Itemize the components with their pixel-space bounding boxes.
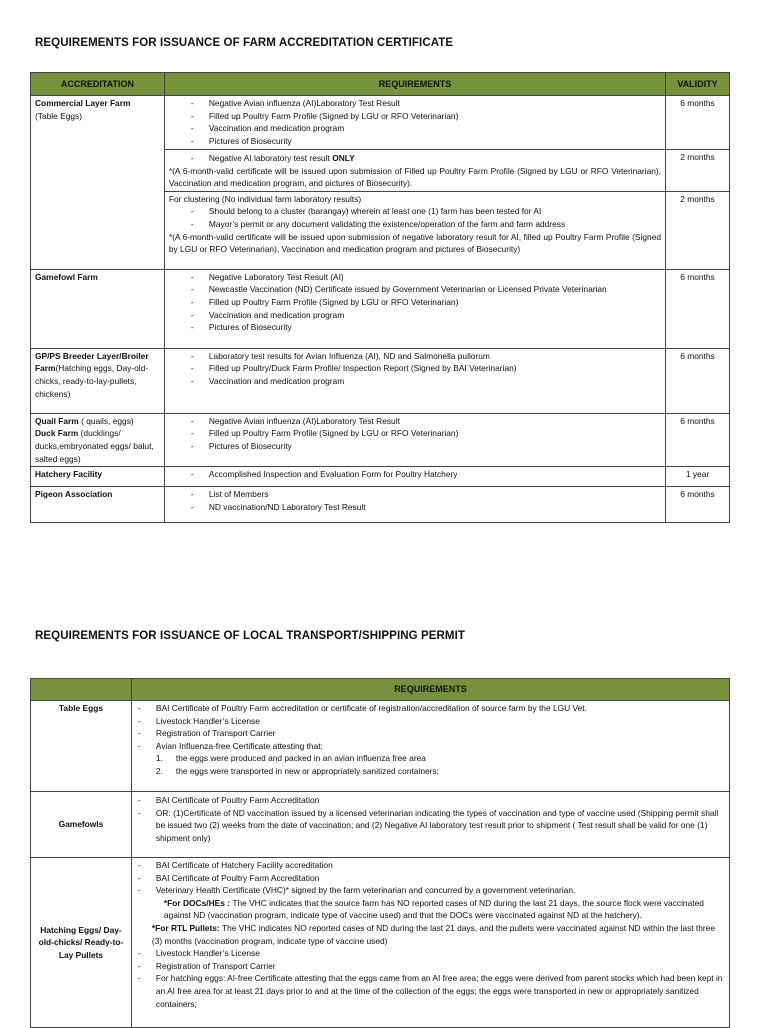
- list-item: - Newcastle Vaccination (ND) Certificate issued by Government Veterinarian or Licensed Private Veterinarian: [169, 283, 661, 296]
- list-item: - Negative Laboratory Test Result (AI): [169, 271, 661, 284]
- list-item: - Negative Avian influenza (AI)Laboratory Test Result: [169, 415, 661, 428]
- requirements-cell: [131, 792, 729, 858]
- commodity-cell: Hatching Eggs/ Day-old-chicks/ Ready-to-Lay Pullets: [31, 858, 132, 1028]
- list-item: - Registration of Transport Carrier: [136, 727, 725, 740]
- validity-cell: 6 months: [666, 96, 730, 150]
- requirements-cell: [131, 701, 729, 792]
- item-text: Negative AI laboratory test result: [208, 153, 333, 163]
- table-row: [31, 858, 730, 1028]
- requirements-list: [169, 488, 661, 513]
- requirements-cell: [164, 191, 665, 269]
- list-item: - Laboratory test results for Avian Influenza (AI), ND and Salmonella pullorum: [169, 350, 661, 363]
- doc-note: [136, 897, 725, 922]
- requirements-list: [169, 350, 661, 388]
- header-blank: [31, 679, 132, 701]
- intro-text: For clustering (No individual farm laboratory results): [168, 193, 362, 204]
- farm-type-cell: [31, 348, 165, 413]
- list-item: - Pictures of Biosecurity: [169, 135, 661, 148]
- table-row: [31, 487, 730, 523]
- list-item: - BAI Certificate of Poultry Farm Accreditation: [136, 794, 725, 807]
- farm-type-name: Duck Farm: [35, 428, 79, 439]
- requirements-cell: [164, 413, 665, 466]
- list-item: - BAI Certificate of Hatchery Facility accreditation: [136, 859, 725, 872]
- farm-type-desc: (ducklings/ ducks,embryonated eggs/ balut, salted eggs): [35, 428, 154, 464]
- requirements-list: [136, 947, 725, 1010]
- requirements-cell: [164, 348, 665, 413]
- doc-label: *For DOCs/HEs :: [163, 897, 233, 908]
- section2-heading: REQUIREMENTS FOR ISSUANCE OF LOCAL TRANSPORT/SHIPPING PERMIT: [35, 630, 466, 642]
- table-row: [31, 701, 730, 792]
- farm-type-cell: [31, 96, 165, 270]
- section1-heading: REQUIREMENTS FOR ISSUANCE OF FARM ACCREDITATION CERTIFICATE: [35, 37, 454, 49]
- accreditation-table: [30, 72, 730, 523]
- farm-type-name: Quail Farm: [35, 415, 79, 426]
- shipping-permit-table: [30, 678, 730, 1028]
- list-item: - Livestock Handler’s License: [136, 715, 725, 728]
- farm-type-desc: (Table Eggs): [35, 110, 83, 121]
- list-item: 1. the eggs were produced and packed in an avian influenza free area: [155, 753, 426, 764]
- list-item: - Filled up Poultry Farm Profile (Signed by LGU or RFO Veterinarian): [169, 427, 661, 440]
- list-item: [169, 152, 661, 165]
- list-item: - Pictures of Biosecurity: [169, 321, 661, 334]
- rtl-label: *For RTL Pullets:: [151, 922, 223, 933]
- list-item: 2. the eggs were transported in new or appropriately sanitized containers;: [155, 765, 439, 776]
- list-item: - Veterinary Health Certificate (VHC)* signed by the farm veterinarian and concurred by a government veterinarian.: [136, 884, 725, 897]
- requirements-list: [169, 468, 661, 481]
- header-requirements: REQUIREMENTS: [164, 73, 665, 96]
- farm-type-desc: (Hatching eggs, Day-old-chicks, ready-to-lay-pullets, chickens): [35, 363, 149, 399]
- validity-cell: 6 months: [666, 269, 730, 348]
- table-row: [31, 348, 730, 413]
- sub-list: [136, 752, 725, 777]
- list-item: - List of Members: [169, 488, 661, 501]
- requirements-cell: [164, 96, 665, 150]
- sub-item-text: the eggs were produced and packed in an avian influenza free area: [175, 753, 426, 764]
- farm-type-cell: Gamefowl Farm: [31, 269, 165, 348]
- validity-cell: 2 months: [666, 150, 730, 192]
- header-validity: VALIDITY: [666, 73, 730, 96]
- requirements-list: [169, 271, 661, 334]
- farm-type-cell: [31, 413, 165, 466]
- list-item: - Vaccination and medication program: [169, 122, 661, 135]
- requirements-list: [136, 859, 725, 897]
- note-text: *(A 6-month-valid certificate will be issued upon submission of negative laboratory result for AI, filled up Poultry Farm Profile (Signed by LGU or RFO Veterinarian), Vaccination and medication program and pictures of Biosecurity): [168, 231, 662, 255]
- list-item: - Pictures of Biosecurity: [169, 440, 661, 453]
- list-item: - Filled up Poultry Farm Profile (Signed by LGU or RFO Veterinarian): [169, 296, 661, 309]
- validity-cell: 6 months: [666, 348, 730, 413]
- list-item: - For hatching eggs: AI-free Certificate attesting that the eggs came from an AI free area; the eggs were derived from parent stocks which had been kept in an AI free area for at least 21 days prior to and at the time of the collection of the eggs; the eggs were transported in new or appropriately sanitized containers;: [136, 972, 725, 1010]
- farm-type-cell: Hatchery Facility: [31, 467, 165, 487]
- validity-cell: 2 months: [666, 191, 730, 269]
- commodity-cell: Gamefowls: [31, 792, 132, 858]
- requirements-cell: [164, 467, 665, 487]
- farm-type-name: GP/PS Breeder Layer/Broiler Farm: [35, 350, 149, 374]
- rtl-text: The VHC indicates NO reported cases of ND during the last 21 days, and the pullets were vaccinated against ND within the last three (3) months (vaccination program, indicate type of vaccine used): [151, 922, 715, 946]
- list-item: - Avian Influenza-free Certificate attesting that:: [136, 740, 725, 753]
- list-item: - Livestock Handler’s License: [136, 947, 725, 960]
- list-item: - BAI Certificate of Poultry Farm Accreditation: [136, 872, 725, 885]
- list-item: - Vaccination and medication program: [169, 309, 661, 322]
- requirements-list: [136, 702, 725, 752]
- farm-type-name: Commercial Layer Farm: [35, 98, 131, 108]
- requirements-list: [136, 794, 725, 844]
- requirements-list: [169, 205, 661, 230]
- table-row: [31, 413, 730, 466]
- table-header-row: [31, 679, 730, 701]
- list-item: - Vaccination and medication program: [169, 375, 661, 388]
- list-item: - ND vaccination/ND Laboratory Test Result: [169, 501, 661, 514]
- list-item: - Mayor’s permit or any document validating the existence/operation of the farm and farm address: [169, 218, 661, 231]
- list-item: - OR: (1)Certificate of ND vaccination issued by a licensed veterinarian indicating the types of vaccination and type of vaccine used (Shipping permit shall be issued two (2) weeks from the date of vaccination; and (2) Negative AI laboratory test result prior to shipment ( Test result shall be valid for one (1) shipment only): [136, 807, 725, 845]
- list-item: - BAI Certificate of Poultry Farm accreditation or certificate of registration/accreditation of source farm by the LGU Vet.: [136, 702, 725, 715]
- farm-type-cell: Pigeon Association: [31, 487, 165, 523]
- list-item: - Accomplished Inspection and Evaluation Form for Poultry Hatchery: [169, 468, 661, 481]
- table-row: [31, 467, 730, 487]
- header-accreditation: ACCREDITATION: [31, 73, 165, 96]
- validity-cell: 6 months: [666, 413, 730, 466]
- list-item: - Filled up Poultry/Duck Farm Profile/ Inspection Report (Signed by BAI Veterinarian): [169, 362, 661, 375]
- header-requirements: REQUIREMENTS: [131, 679, 729, 701]
- requirements-cell: [164, 269, 665, 348]
- table-row: [31, 792, 730, 858]
- sub-item-text: the eggs were transported in new or appropriately sanitized containers;: [175, 765, 439, 776]
- requirements-cell: [164, 150, 665, 192]
- requirements-list: [169, 415, 661, 453]
- table-row: [31, 96, 730, 150]
- requirements-list: [169, 152, 661, 165]
- list-item: - Registration of Transport Carrier: [136, 960, 725, 973]
- requirements-cell: [164, 487, 665, 523]
- validity-cell: 6 months: [666, 487, 730, 523]
- commodity-cell: Table Eggs: [31, 701, 132, 792]
- table-row: [31, 269, 730, 348]
- list-item: - Should belong to a cluster (barangay) wherein at least one (1) farm has been tested for AI: [169, 205, 661, 218]
- table-header-row: [31, 73, 730, 96]
- doc-text: The VHC indicates that the source farm has NO reported cases of ND during the last 21 days, the source flock were vaccinated against ND (vaccination program, indicate type of vaccine used) and that the DOCs were vaccinated against ND at the hatchery).: [163, 897, 704, 921]
- list-item: - Filled up Poultry Farm Profile (Signed by LGU or RFO Veterinarian): [169, 110, 661, 123]
- requirements-list: [169, 97, 661, 147]
- list-item: - Negative Avian influenza (AI)Laboratory Test Result: [169, 97, 661, 110]
- rtl-note: [136, 922, 725, 947]
- note-text: *(A 6-month-valid certificate will be issued upon submission of Filled up Poultry Farm Profile (Signed by LGU or RFO Veterinarian), Vaccination and medication program, and pictures of Biosecurity).: [168, 165, 662, 189]
- requirements-cell: [131, 858, 729, 1028]
- farm-type-desc: ( quails, eggs): [78, 415, 134, 426]
- item-emphasis: ONLY: [332, 153, 355, 163]
- validity-cell: 1 year: [666, 467, 730, 487]
